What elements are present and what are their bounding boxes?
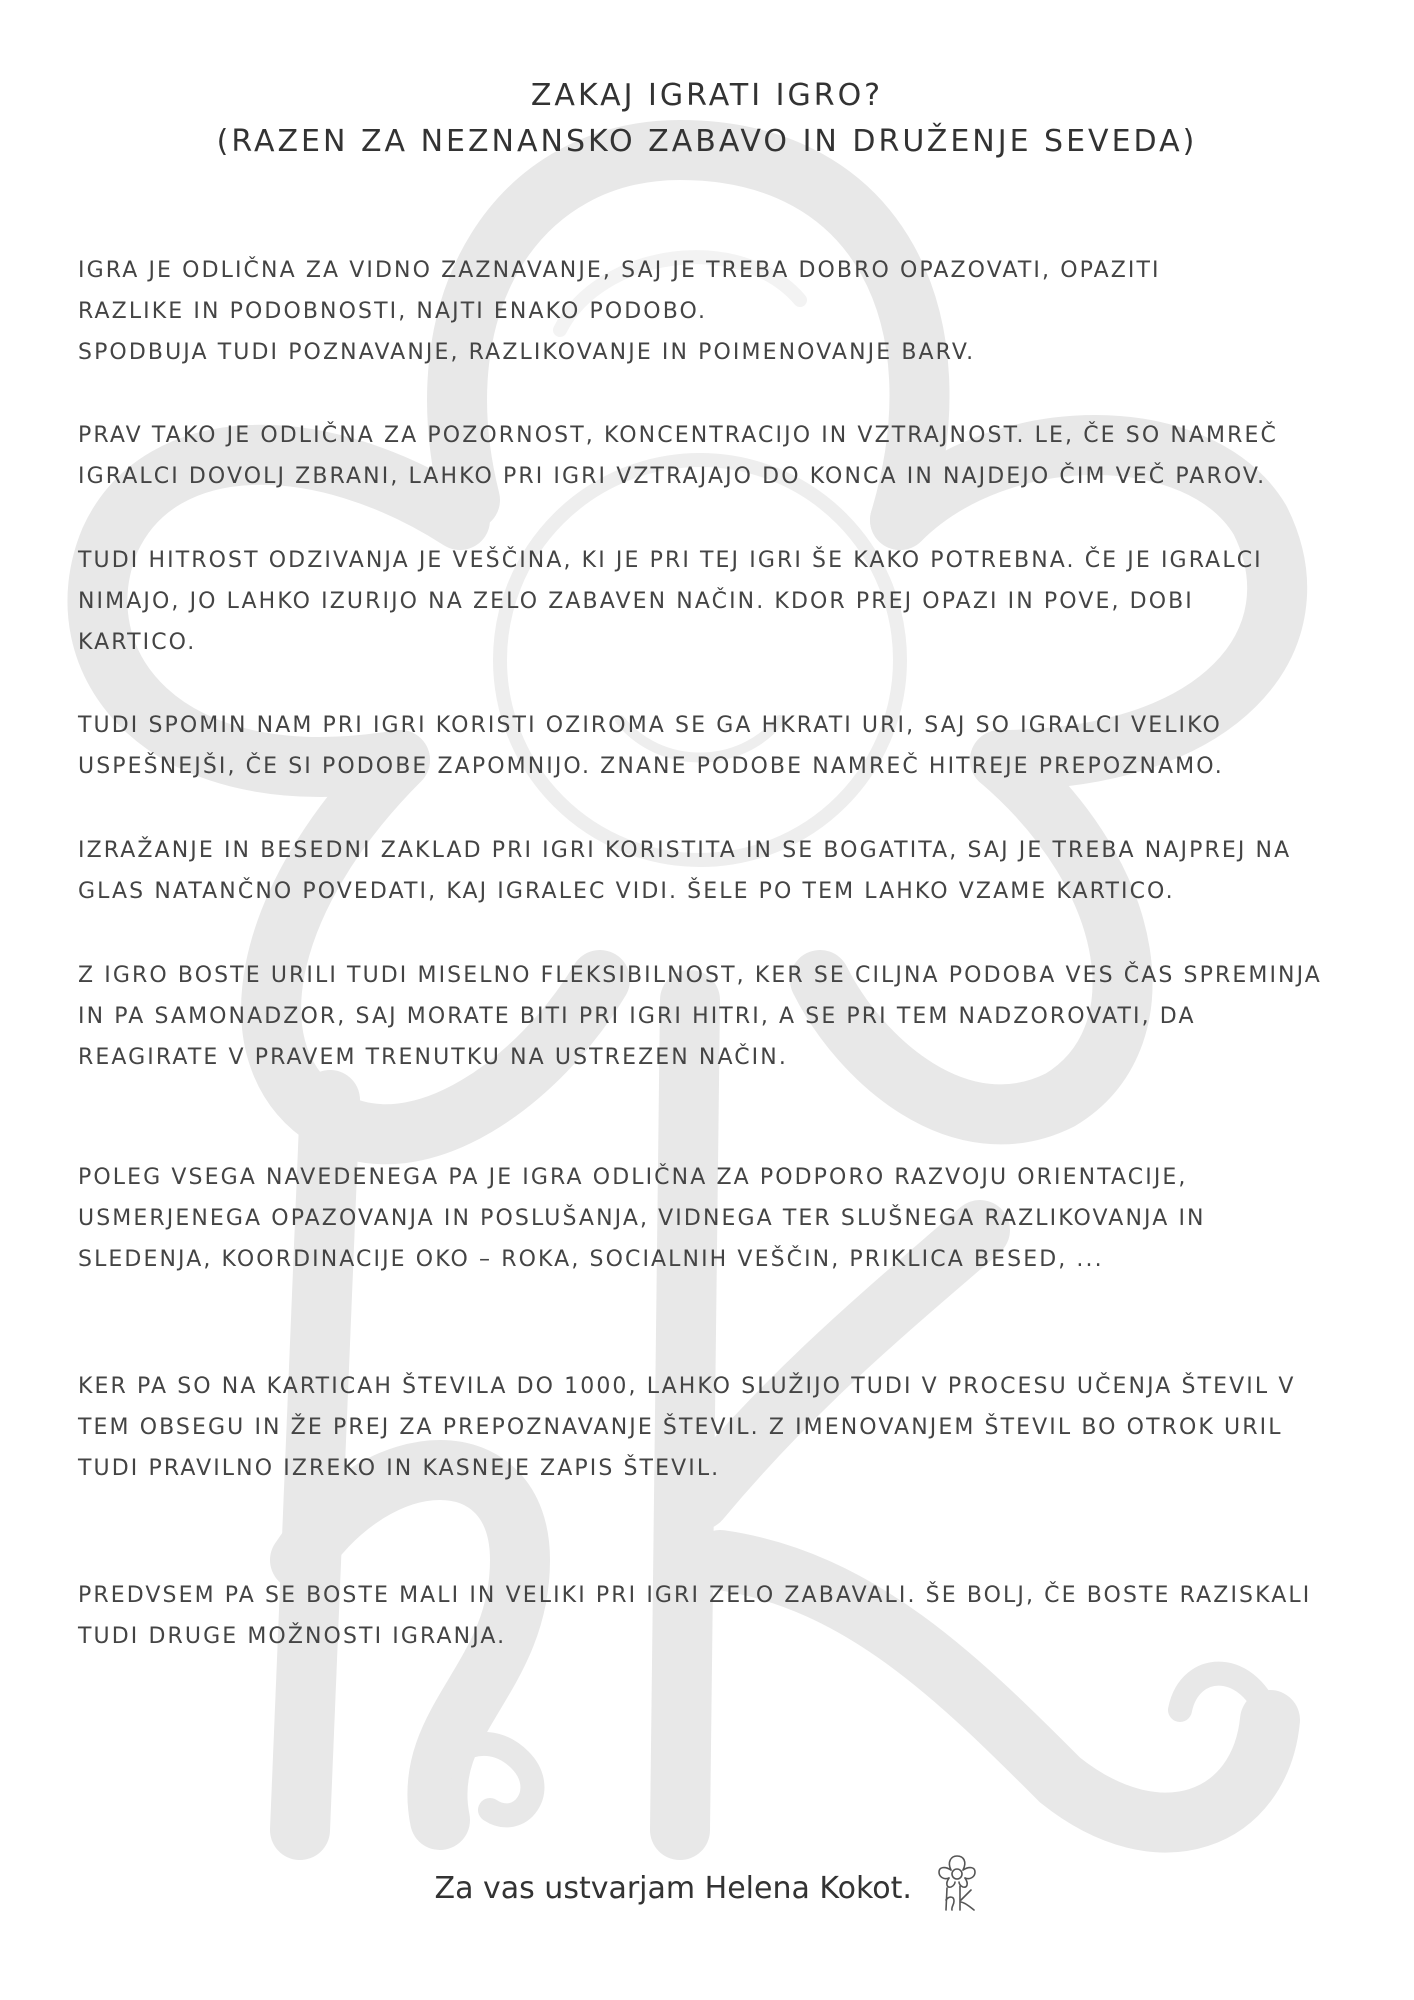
paragraph-visual-perception: IGRA JE ODLIČNA ZA VIDNO ZAZNAVANJE, SAJ JE TREBA DOBRO OPAZOVATI, OPAZITI RAZLIKE IN PODOBNOSTI, NAJTI ENAKO PODOBO. SPODBUJA TUDI POZNAVANJE, RAZLIKOVANJE IN POIMENOVANJE BARV. (78, 258, 1161, 365)
page-title: ZAKAJ IGRATI IGRO? (530, 78, 884, 113)
footer-text: Za vas ustvarjam Helena Kokot. (434, 1871, 912, 1906)
page-subtitle: (RAZEN ZA NEZNANSKO ZABAVO IN DRUŽENJE SEVEDA) (216, 124, 1198, 159)
paragraph-orientation: POLEG VSEGA NAVEDENEGA PA JE IGRA ODLIČNA ZA PODPORO RAZVOJU ORIENTACIJE, USMERJENEGA OPAZOVANJA IN POSLUŠANJA, VIDNEGA TER SLUŠNEGA RAZLIKOVANJA IN SLEDENJA, KOORDINACIJE OKO – ROKA, SOCIALNIH VEŠČIN, PRIKLICA BESED, ... (78, 1165, 1206, 1272)
paragraph-attention: PRAV TAKO JE ODLIČNA ZA POZORNOST, KONCENTRACIJO IN VZTRAJNOST. LE, ČE SO NAMREČ IGRALCI DOVOLJ ZBRANI, LAHKO PRI IGRI VZTRAJAJO DO KONCA IN NAJDEJO ČIM VEČ PAROV. (78, 423, 1278, 489)
paragraph-numbers: KER PA SO NA KARTICAH ŠTEVILA DO 1000, LAHKO SLUŽIJO TUDI V PROCESU UČENJA ŠTEVIL V TEM OBSEGU IN ŽE PREJ ZA PREPOZNAVANJE ŠTEVIL. Z IMENOVANJEM ŠTEVIL BO OTROK URIL TUDI PRAVILNO IZREKO IN KASNEJE ZAPIS ŠTEVIL. (78, 1374, 1296, 1481)
paragraph-vocabulary: IZRAŽANJE IN BESEDNI ZAKLAD PRI IGRI KORISTITA IN SE BOGATITA, SAJ JE TREBA NAJPREJ NA GLAS NATANČNO POVEDATI, KAJ IGRALEC VIDI. ŠELE PO TEM LAHKO VZAME KARTICO. (78, 838, 1292, 904)
paragraph-reaction-speed: TUDI HITROST ODZIVANJA JE VEŠČINA, KI JE PRI TEJ IGRI ŠE KAKO POTREBNA. ČE JE IGRALCI NIMAJO, JO LAHKO IZURIJO NA ZELO ZABAVEN NAČIN. KDOR PREJ OPAZI IN POVE, DOBI KARTICO. (78, 548, 1263, 655)
paragraph-flexibility: Z IGRO BOSTE URILI TUDI MISELNO FLEKSIBILNOST, KER SE CILJNA PODOBA VES ČAS SPREMINJA IN PA SAMONADZOR, SAJ MORATE BITI PRI IGRI HITRI, A SE PRI TEM NADZOROVATI, DA REAGIRATE V PRAVEM TRENUTKU NA USTREZEN NAČIN. (78, 963, 1322, 1070)
footer-signature (0, 1852, 1414, 1912)
paragraph-fun: PREDVSEM PA SE BOSTE MALI IN VELIKI PRI IGRI ZELO ZABAVALI. ŠE BOLJ, ČE BOSTE RAZISKALI TUDI DRUGE MOŽNOSTI IGRANJA. (78, 1583, 1312, 1649)
paragraph-memory: TUDI SPOMIN NAM PRI IGRI KORISTI OZIROMA SE GA HKRATI URI, SAJ SO IGRALCI VELIKO USPEŠNEJŠI, ČE SI PODOBE ZAPOMNIJO. ZNANE PODOBE NAMREČ HITREJE PREPOZNAMO. (78, 713, 1224, 779)
flower-hk-logo-icon (935, 1852, 979, 1912)
